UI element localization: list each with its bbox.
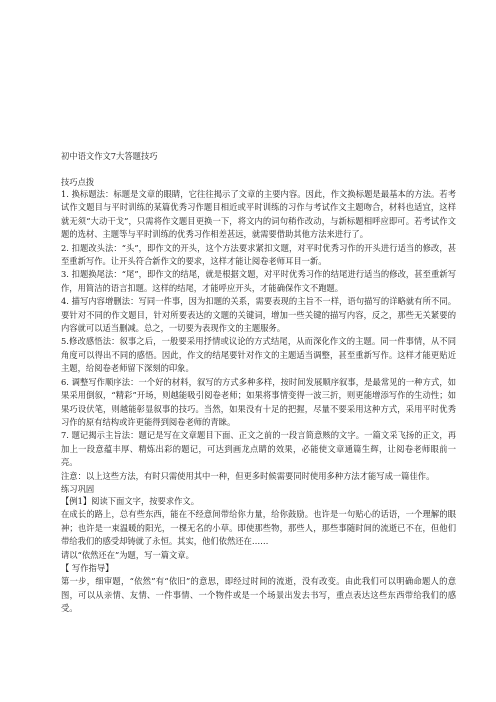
tip-paragraph-3: 3. 扣题换尾法：“尾”，即作文的结尾，就是根据文题，对平时优秀习作的结尾进行适当的修改，甚至重新写作，用简洁的语言扣题。这样的结尾，才能呼应开头，才能确保作文不跑题。	[61, 269, 456, 293]
tip-paragraph-2: 2. 扣题改头法：“头”，即作文的开头，这个方法要求紧扣文题，对平时优秀习作的开头进行适当的修改，甚至重新写作。让开头符合新作文的要求，这样才能让阅卷老师耳目一新。	[61, 242, 456, 267]
guide-body: 第一步，细审题，“依然”有“依旧”的意思，即经过时间的流逝，没有改变。由此我们可以明确命题人的意图，可以从亲情、友情、一件事情、一个物件或是一个场景出发去书写，重点表达这些东西带给我们的感受。	[61, 576, 456, 614]
tip-paragraph-7: 7. 题记揭示主旨法：题记是写在文章题目下面、正文之前的一段言简意赅的文字。一篇文采飞扬的正文，再加上一段意蕴丰厚、精炼出彩的题记，可达到画龙点睛的效果，必能使文章通篇生辉，让阅卷老师眼前一亮。	[61, 430, 456, 468]
tip-paragraph-1: 1. 换标题法：标题是文章的眼睛，它往往揭示了文章的主要内容。因此，作文换标题是最基本的方法。若考试作文题目与平时训练的某篇优秀习作题目相近或平时训练的习作与考试作文主题吻合，材料也适宜，这样就无须“大动干戈”，只需将作文题目更换一下，将文内的词句稍作改动，与新标题相呼应即可。若考试作文题的选材、主题等与平时训练的优秀习作相差甚远，就需要借助其他方法来进行了。	[61, 189, 456, 240]
example-heading: 【例1】阅读下面文字，按要求作文。	[61, 495, 200, 506]
note-paragraph: 注意：以上这些方法，有时只需使用其中一种，但更多时候需要同时使用多种方法才能写成一篇佳作。	[61, 470, 435, 481]
tip-paragraph-5: 5.修改感悟法：叙事之后，一般要采用抒情或议论的方式结尾，从而深化作文的主题。同一件事情，从不同角度可以得出不同的感悟。因此，作文的结尾要针对作文的主题适当调整，甚至重新写作。这样才能更贴近主题，给阅卷老师留下深刻的印象。	[61, 336, 456, 374]
guide-heading: 【 写作指导】	[61, 562, 114, 573]
example-task: 请以“依然还在”为题，写一篇文章。	[61, 549, 194, 560]
section-heading-tips: 技巧点拨	[61, 177, 95, 187]
section-heading-practice: 练习巩固	[61, 483, 95, 494]
tip-paragraph-4: 4. 描写内容增删法：写同一件事，因为扣题的关系，需要表现的主旨不一样，语句描写的详略就有所不同。要针对不同的作文题目，针对所要表达的文题的关键词，增加一些关键的描写内容，反之，那些无关紧要的内容就可以适当删减。总之，一切要为表现作文的主题服务。	[61, 296, 456, 334]
document-title: 初中语文作文7大答题技巧	[61, 151, 158, 161]
example-body: 在成长的路上，总有些东西，能在不经意间带给你力量，给你鼓励。也许是一句贴心的话语，一个理解的眼神；也许是一束温暖的阳光，一棵无名的小草。即使那些物，那些人，那些事随时间的流逝已不在，但他们带给我们的感受却铸就了永恒。其实，他们依然还在……	[61, 509, 456, 547]
tip-paragraph-6: 6. 调整写作顺序法：一个好的材料，叙写的方式多种多样，按时间发展顺序叙事，是最常见的一种方式，如果采用倒叙，“精彩”开场，则越能吸引阅卷老师；如果将事情变得一波三折，则更能增添写作的生动性；如果巧设伏笔，则越能彰显叙事的技巧。当然，如果没有十足的把握，尽量不要采用这种方式，采用平时优秀习作的原有结构或许更能得到阅卷老师的青睐。	[61, 376, 456, 427]
